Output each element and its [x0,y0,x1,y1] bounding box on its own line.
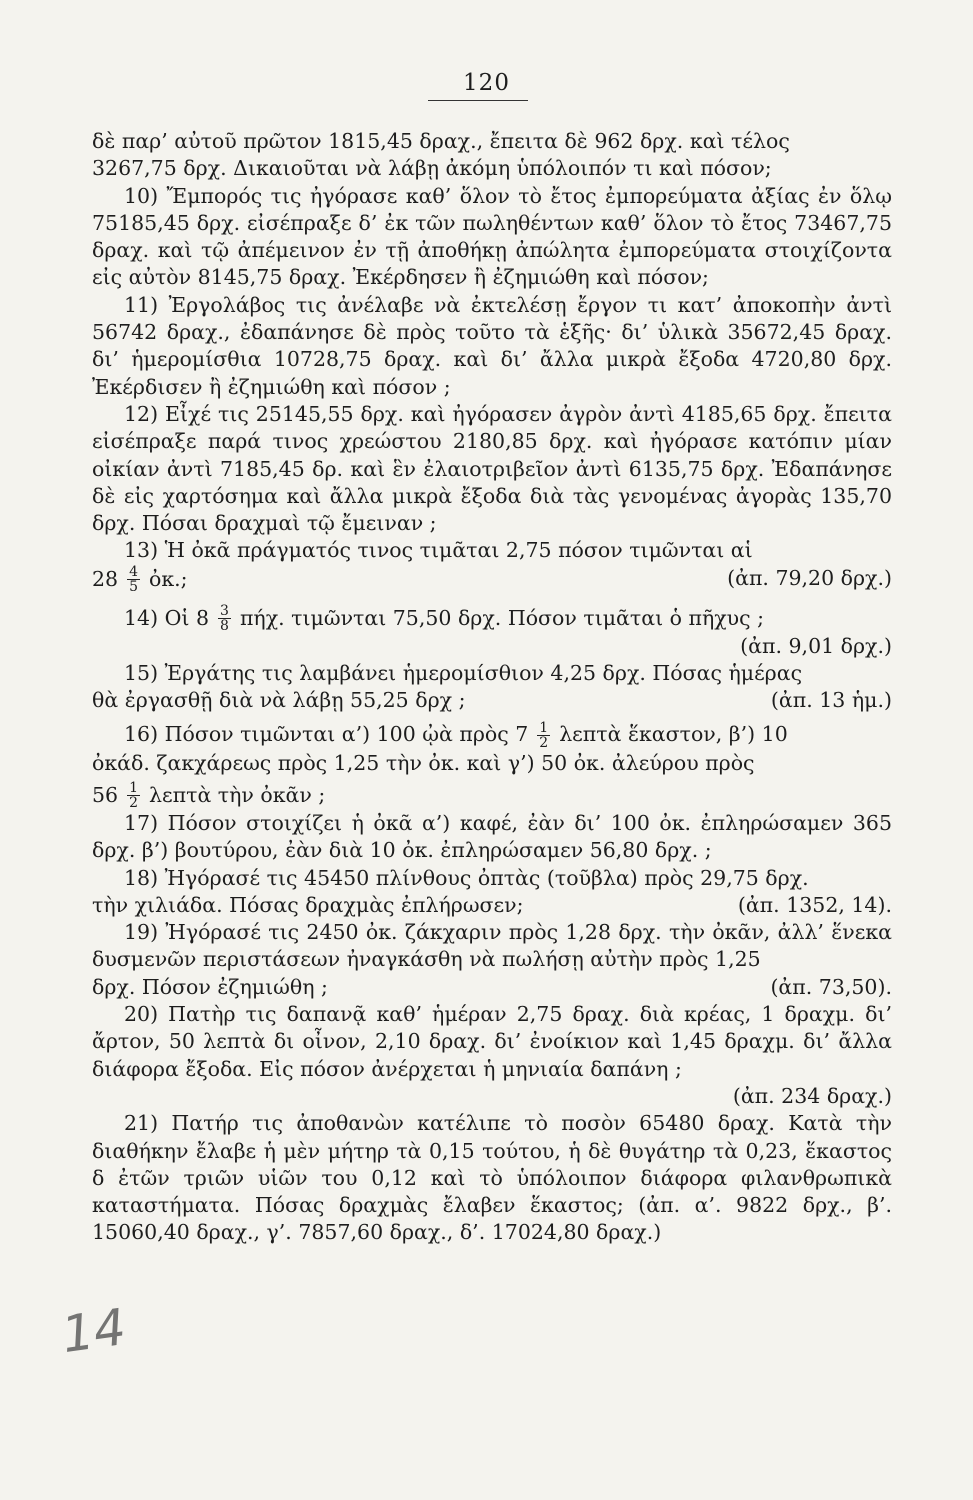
exercise-21: 21) Πατήρ τις ἀποθανὼν κατέλιπε τὸ ποσὸν 65480 δραχ. Κατὰ τὴν διαθήκην ἔλαβε ἡ μὲν μήτηρ τὰ 0,15 τούτου, ἡ δὲ θυγάτηρ τὰ 0,23, ἕκαστος δ ἐτῶν τριῶν υἱῶν του 0,12 καὶ τὸ ὑπόλοιπον διάφορα φιλανθρωπικὰ καταστήματα. Πόσας δραχμὰς ἔλαβεν ἕκαστος; (ἀπ. α’. 9822 δρχ., β’. 15060,40 δραχ., γ’. 7857,60 δραχ., δ’. 17024,80 δραχ.) [92,1111,892,1245]
fraction [218,604,231,633]
exercise-14 [92,604,892,633]
fraction [537,721,550,750]
text-fragment: πήχ. τιμῶνται 75,50 δρχ. Πόσον τιμᾶται ὁ πῆχυς ; [239,605,765,630]
fraction-denominator: 8 [220,617,229,634]
page-number: 120 [463,70,510,96]
header-rule [428,100,528,101]
exercise-11: 11) Ἐργολάβος τις ἀνέλαβε νὰ ἐκτελέσῃ ἔργον τι κατ’ ἀποκοπὴν ἀντὶ 56742 δραχ., ἐδαπάνησε δὲ πρὸς τοῦτο τὰ ἑξῆς· δι’ ὑλικὰ 35672,45 δραχ. δι’ ἡμερομίσθια 10728,75 δραχ. καὶ δι’ ἄλλα μικρὰ ἔξοδα 4720,80 δρχ. Ἐκέρδισεν ἢ ἐζημιώθη καὶ πόσον ; [92,292,892,399]
fraction [127,565,140,594]
exercise-18-line2 [92,892,892,919]
text-fragment: δρχ. Πόσον ἐζημιώθη ; [92,974,328,999]
exercise-12: 12) Εἶχέ τις 25145,55 δρχ. καὶ ἠγόρασεν ἀγρὸν ἀντὶ 4185,65 δρχ. ἔπειτα εἰσέπραξε παρά τινος χρεώστου 2180,85 δρχ. καὶ ἠγόρασε κατόπιν μίαν οἰκίαν ἀντὶ 7185,45 δρ. καὶ ἓν ἐλαιοτριβεῖον ἀντὶ 6135,75 δρχ. Ἐδαπάνησε δὲ εἰς χαρτόσημα καὶ ἄλλα μικρὰ ἔξοδα διὰ τὰς γενομένας ἀγορὰς 135,70 δρχ. Πόσαι δραχμαὶ τῷ ἔμειναν ; [92,401,892,536]
text-fragment: ὀκ.; [149,566,188,591]
answer-20: (ἀπ. 234 δραχ.) [732,1083,892,1108]
exercise-16 [92,721,892,750]
exercise-17: 17) Πόσον στοιχίζει ἡ ὀκᾶ α’) καφέ, ἐὰν δι’ 100 ὀκ. ἐπληρώσαμεν 365 δρχ. β’) βουτύρου, ἐὰν διὰ 10 ὀκ. ἐπληρώσαμεν 56,80 δρχ. ; [92,810,892,863]
text-fragment: 16) Πόσον τιμῶνται α’) 100 ᾠὰ πρὸς 7 [124,722,529,747]
answer-19: (ἀπ. 73,50). [770,974,892,999]
exercise-19-line3 [92,974,892,1001]
fraction-numerator: 1 [539,719,549,736]
exercise-15-line2 [92,687,892,714]
text-fragment: λεπτὰ ἕκαστον, β’) 10 [559,722,788,747]
exercise-20: 20) Πατὴρ τις δαπανᾷ καθ’ ἡμέραν 2,75 δραχ. διὰ κρέας, 1 δραχμ. δι’ ἄρτον, 50 λεπτὰ δι οἶνον, 2,10 δραχ. δι’ ἐνοίκιον καὶ 1,45 δραχμ. δι’ ἄλλα διάφορα ἔξοδα. Εἰς πόσον ἀνέρχεται ἡ μηνιαία δαπάνη ; [92,1002,892,1081]
fraction-denominator: 5 [129,578,139,595]
exercise-13: 13) Ἡ ὀκᾶ πράγματός τινος τιμᾶται 2,75 πόσον τιμῶνται αἱ [124,538,753,563]
fraction-numerator: 3 [220,602,229,619]
fraction-numerator: 4 [129,563,139,580]
handwritten-margin-note: 14 [58,1297,130,1365]
answer-15: (ἀπ. 13 ἡμ.) [770,688,892,713]
exercise-15: 15) Ἐργάτης τις λαμβάνει ἡμερομίσθιον 4,25 δρχ. Πόσας ἡμέρας [124,661,803,686]
fraction-denominator: 2 [539,734,549,751]
answer-14: (ἀπ. 9,01 δρχ.) [740,633,892,658]
exercise-18: 18) Ἠγόρασέ τις 45450 πλίνθους ὀπτὰς (τοῦβλα) πρὸς 29,75 δρχ. [124,865,809,890]
answer-13: (ἀπ. 79,20 δρχ.) [727,565,892,590]
text-body [92,128,892,1247]
text-fragment: θὰ ἐργασθῇ διὰ νὰ λάβῃ 55,25 δρχ ; [92,688,466,713]
text-line: δὲ παρ’ αὐτοῦ πρῶτον 1815,45 δραχ., ἔπειτα δὲ 962 δρχ. καὶ τέλος [92,129,790,153]
exercise-19: 19) Ἠγόρασέ τις 2450 ὀκ. ζάκχαριν πρὸς 1,28 δρχ. τὴν ὀκᾶν, ἀλλ’ ἕνεκα δυσμενῶν περιστάσεων ἠναγκάσθη νὰ πωλήσῃ αὐτὴν πρὸς 1,25 [92,920,892,972]
fraction-numerator: 1 [129,779,139,796]
answer-18: (ἀπ. 1352, 14). [737,892,892,917]
exercise-10: 10) Ἔμπορός τις ἠγόρασε καθ’ ὅλον τὸ ἔτος ἐμπορεύματα ἀξίας ἐν ὅλῳ 75185,45 δρχ. εἰσέπραξε δ’ ἐκ τῶν πωληθέντων καθ’ ὅλον τὸ ἔτος 73467,75 δραχ. καὶ τῷ ἀπέμεινον ἐν τῇ ἀποθήκῃ ἀπώλητα ἐμπορεύματα στοιχίζοντα εἰς αὐτὸν 8145,75 δραχ. Ἐκέρδησεν ἢ ἐζημιώθη καὶ πόσον; [92,183,892,290]
fraction [127,781,140,810]
mixed-number-whole: 56 [92,782,119,807]
text-fragment: τὴν χιλιάδα. Πόσας δραχμὰς ἐπλήρωσεν; [92,892,524,917]
mixed-number-whole: 28 [92,566,119,591]
text-fragment: 14) Οἱ 8 [124,605,210,630]
fraction-denominator: 2 [129,794,139,811]
text-line: 3267,75 δρχ. Δικαιοῦται νὰ λάβῃ ἀκόμη ὑπόλοιπόν τι καὶ πόσον; [92,156,772,181]
text-line: ὀκάδ. ζακχάρεως πρὸς 1,25 τὴν ὀκ. καὶ γ’) 50 ὀκ. ἀλεύρου πρὸς [92,750,755,775]
exercise-13-line2 [92,565,892,594]
exercise-16-line3 [92,781,892,810]
text-fragment: λεπτὰ τὴν ὀκᾶν ; [149,782,326,807]
